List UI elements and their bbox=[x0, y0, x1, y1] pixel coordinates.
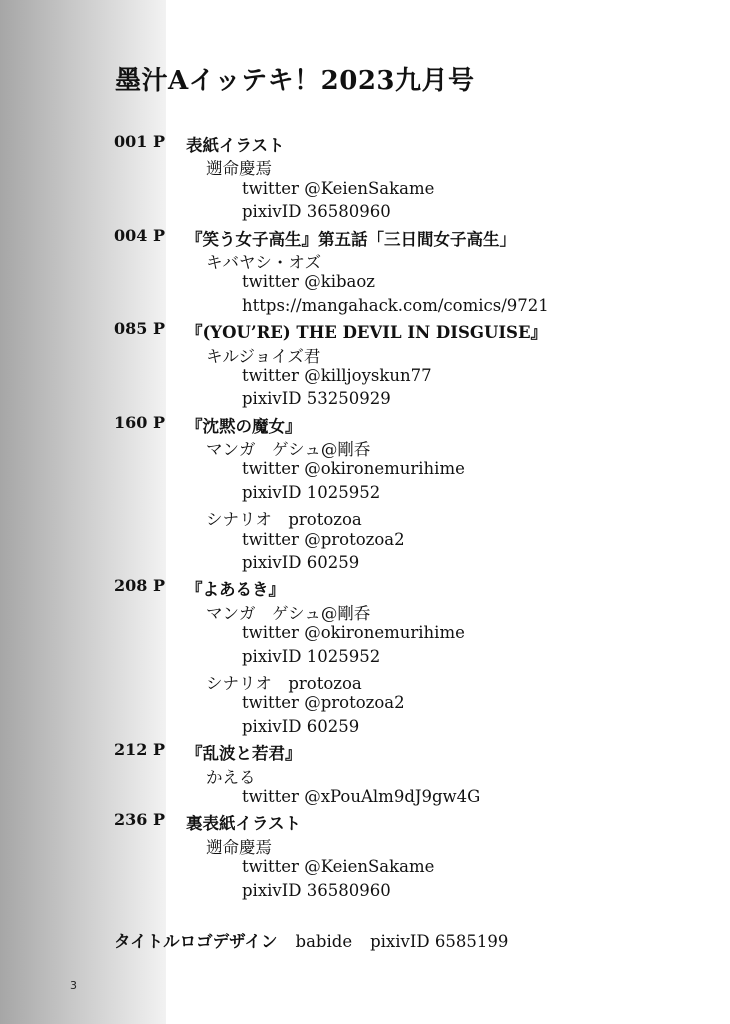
entry-detail: twitter @xPouAlm9dJ9gw4G bbox=[242, 786, 481, 806]
toc-entry bbox=[0, 226, 730, 249]
entry-author: キルジョイズ君 bbox=[206, 346, 321, 366]
page-number: 3 bbox=[70, 979, 77, 992]
entry-detail: pixivID 36580960 bbox=[242, 880, 391, 900]
entry-title: 表紙イラスト bbox=[186, 136, 285, 155]
toc-entry bbox=[0, 810, 730, 833]
entry-page: 160 P bbox=[114, 412, 165, 432]
logo-designer-pixiv: pixivID 6585199 bbox=[370, 932, 509, 951]
entry-author: マンガ ゲシュ@剛呑 bbox=[206, 603, 371, 623]
entry-title: 『よあるき』 bbox=[186, 580, 285, 600]
entry-detail: twitter @KeienSakame bbox=[242, 857, 435, 877]
entry-page: 212 P bbox=[114, 740, 165, 760]
entry-page: 004 P bbox=[114, 225, 165, 245]
logo-design-label: タイトルロゴデザイン bbox=[114, 932, 278, 951]
entry-detail: pixivID 36580960 bbox=[242, 202, 391, 222]
entry-page: 001 P bbox=[114, 132, 165, 151]
toc-entry bbox=[0, 576, 730, 599]
page-title: 墨汁Aイッテキ！2023九月号 bbox=[115, 66, 475, 96]
entry-detail: twitter @kibaoz bbox=[242, 272, 375, 292]
toc-entry bbox=[0, 132, 730, 155]
entry-detail: twitter @okironemurihime bbox=[242, 623, 465, 643]
toc-entry bbox=[0, 413, 730, 436]
entry-title: 『(YOU’RE) THE DEVIL IN DISGUISE』 bbox=[186, 323, 548, 343]
entry-detail: pixivID 1025952 bbox=[242, 482, 381, 502]
entry-detail: twitter @okironemurihime bbox=[242, 459, 465, 479]
entry-title: 『沈黙の魔女』 bbox=[186, 416, 302, 436]
logo-designer-name: babide bbox=[295, 932, 353, 951]
entry-author: 遡命慶焉 bbox=[206, 837, 272, 857]
entry-title: 『笑う女子高生』第五話「三日間女子高生」 bbox=[186, 229, 516, 249]
entry-detail: twitter @protozoa2 bbox=[242, 529, 405, 549]
entry-detail: twitter @protozoa2 bbox=[242, 693, 405, 713]
entry-author: マンガ ゲシュ@剛呑 bbox=[206, 440, 371, 460]
entry-detail: twitter @killjoyskun77 bbox=[242, 365, 432, 385]
toc-entry bbox=[0, 319, 730, 342]
entry-detail: pixivID 60259 bbox=[242, 553, 360, 573]
entry-author-scenario: シナリオ protozoa bbox=[206, 510, 362, 530]
entry-detail: twitter @KeienSakame bbox=[242, 178, 435, 198]
table-of-contents bbox=[0, 132, 730, 904]
entry-title: 『乱波と若君』 bbox=[186, 744, 302, 764]
logo-design-credit bbox=[114, 928, 508, 952]
entry-page: 208 P bbox=[114, 576, 165, 596]
entry-detail: pixivID 53250929 bbox=[242, 389, 391, 409]
entry-author-scenario: シナリオ protozoa bbox=[206, 673, 362, 693]
entry-author: キバヤシ・オズ bbox=[206, 252, 322, 272]
entry-page: 085 P bbox=[114, 319, 165, 339]
entry-detail: pixivID 60259 bbox=[242, 716, 360, 736]
entry-detail: https://mangahack.com/comics/9721 bbox=[242, 295, 549, 315]
toc-entry bbox=[0, 740, 730, 763]
entry-author: 遡命慶焉 bbox=[206, 159, 272, 179]
entry-title: 裏表紙イラスト bbox=[186, 814, 302, 834]
entry-detail: pixivID 1025952 bbox=[242, 646, 381, 666]
entry-author: かえる bbox=[206, 767, 256, 787]
entry-page: 236 P bbox=[114, 810, 165, 830]
